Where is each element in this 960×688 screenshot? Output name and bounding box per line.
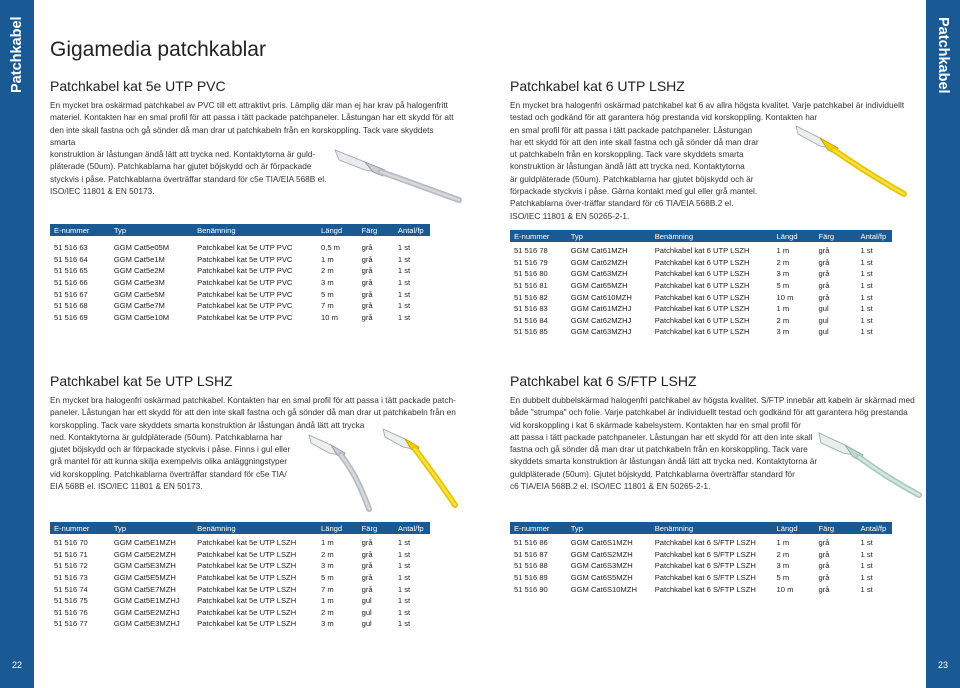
section-heading-5e-pvc: Patchkabel kat 5e UTP PVC bbox=[50, 78, 226, 94]
table-row: 51 516 90 GGM Cat6S10MZH Patchkabel kat 6 S/FTP LSZH 10 m grå 1 st bbox=[514, 584, 873, 594]
table-row: 51 516 85 GGM Cat63MZHJ Patchkabel kat 6 UTP LSZH 3 m gul 1 st bbox=[514, 327, 873, 337]
section-heading-6-sftp-lshz: Patchkabel kat 6 S/FTP LSHZ bbox=[510, 373, 697, 389]
table-row: 51 516 79 GGM Cat62MZH Patchkabel kat 6 UTP LSZH 2 m grå 1 st bbox=[514, 257, 873, 267]
table-row: 51 516 70 GGM Cat5E1MZH Patchkabel kat 5e UTP LSZH 1 m grå 1 st bbox=[54, 538, 411, 548]
sidebar-label-right: Patchkabel bbox=[935, 16, 951, 94]
page-title: Gigamedia patchkablar bbox=[50, 38, 266, 61]
section-desc-6-utp-lshz: En mycket bra halogenfri oskärmad patchkabel kat 6 av allra högsta kvalitet. Varje patchkabel är individuellt testad och godkänd för att garantera hög prestanda vid korskoppling. Kontakten har en smal profil för att passa i tätt packade patchpaneler. Låstungan har ett skydd för att den inte skall fastna och gå sönder då man drar ut patchkabeln från en korskoppling. Tack vare skyddets smarta konstruktion är låstungan ändå lätt att trycka ned. Kontaktytorna är guldpläterade (50um). Patchkablarna har gjutet böjskydd och är förpackade styckvis i påse. Gärna kontakt med gul eller grå mantel. Patchkablarna över-träffar standard för c6 TIA/EIA 568B.2 el. ISO/IEC 11801 & EN 50265-2-1. bbox=[510, 100, 905, 221]
table-row: 51 516 68 GGM Cat5e7M Patchkabel kat 5e UTP PVC 7 m grå 1 st bbox=[54, 301, 411, 311]
table-row: 51 516 87 GGM Cat6S2MZH Patchkabel kat 6 S/FTP LSZH 2 m grå 1 st bbox=[514, 549, 873, 559]
table-row: 51 516 89 GGM Cat6S5MZH Patchkabel kat 6 S/FTP LSZH 5 m grå 1 st bbox=[514, 573, 873, 583]
table-row: 51 516 88 GGM Cat6S3MZH Patchkabel kat 6 S/FTP LSZH 3 m grå 1 st bbox=[514, 561, 873, 571]
table-row: 51 516 73 GGM Cat5E5MZH Patchkabel kat 5e UTP LSZH 5 m grå 1 st bbox=[54, 573, 411, 583]
table-row: 51 516 83 GGM Cat61MZHJ Patchkabel kat 6 UTP LSZH 1 m gul 1 st bbox=[514, 304, 873, 314]
section-desc-5e-pvc: En mycket bra oskärmad patchkabel av PVC till ett attraktivt pris. Lämplig där man ej har krav på halogenfritt materiel. Kontakten har en smal profil för att passa i tätt packade patchpaneler. Låstungan har ett skydd för att den inte skall fastna och gå sönder då man drar ut patchkabeln från en korskoppling. Tack vare skyddets smarta konstruktion är låstungan ändå lätt att trycka ned. Kontaktytorna är guld- pläterade (50um). Patchkablarna har gjutet böjskydd och är förpackade styckvis i påse. Patchkablarna överträffar standard för c5e TIA/EIA 568B el. ISO/IEC 11801 & EN 50173. bbox=[50, 100, 454, 197]
grey-patch-cable-image bbox=[325, 140, 465, 210]
product-table-5e-pvc bbox=[50, 224, 430, 323]
table-row: 51 516 65 GGM Cat5e2M Patchkabel kat 5e UTP PVC 2 m grå 1 st bbox=[54, 266, 411, 276]
page-number-left: 22 bbox=[11, 660, 22, 670]
section-heading-5e-lshz: Patchkabel kat 5e UTP LSHZ bbox=[50, 373, 233, 389]
table-row: 51 516 69 GGM Cat5e10M Patchkabel kat 5e UTP PVC 10 m grå 1 st bbox=[54, 312, 411, 322]
table-row: 51 516 80 GGM Cat63MZH Patchkabel kat 6 UTP LSZH 3 m grå 1 st bbox=[514, 269, 873, 279]
section-heading-6-utp-lshz: Patchkabel kat 6 UTP LSHZ bbox=[510, 78, 685, 94]
table-row: 51 516 81 GGM Cat65MZH Patchkabel kat 6 UTP LSZH 5 m grå 1 st bbox=[514, 281, 873, 291]
table-row: 51 516 71 GGM Cat5E2MZH Patchkabel kat 5e UTP LSZH 2 m grå 1 st bbox=[54, 549, 411, 559]
section-desc-5e-lshz: En mycket bra halogenfri oskärmad patchkabel. Kontakten har en smal profil för att passa i tätt packade patch- paneler. Låstungan har ett skydd för att den inte skall fastna och gå sönder då man drar ut patchkabeln från en korskoppling. Tack vare skyddets smarta konstruktion är låstungan ändå lätt att trycka ned. Kontaktytorna är guldpläterade (50um). Patchkablarna har gjutet böjskydd och är förpackade styckvis i påse. Finns i gul eller grå mantel för att kunna skilja exempelvis olika anläggningstyper vid korskoppling. Patchkablarna överträffar standard för c5e TIA/ EIA 568B el. ISO/IEC 11801 & EN 50173. bbox=[50, 395, 456, 492]
page-number-right: 23 bbox=[937, 660, 948, 670]
light-green-sftp-cable-image bbox=[815, 425, 925, 505]
table-header-row: E-nummer Typ Benämning Längd Färg Antal/fp bbox=[50, 224, 430, 236]
table-header-row: E-nummer Typ Benämning Längd Färg Antal/fp bbox=[50, 522, 430, 534]
product-table-6-utp-lshz bbox=[510, 230, 892, 338]
table-row: 51 516 67 GGM Cat5e5M Patchkabel kat 5e UTP PVC 5 m grå 1 st bbox=[54, 289, 411, 299]
table-row: 51 516 64 GGM Cat5e1M Patchkabel kat 5e UTP PVC 1 m grå 1 st bbox=[54, 254, 411, 264]
table-row: 51 516 86 GGM Cat6S1MZH Patchkabel kat 6 S/FTP LSZH 1 m grå 1 st bbox=[514, 538, 873, 548]
left-sidebar bbox=[0, 0, 34, 688]
table-row: 51 516 74 GGM Cat5E7MZH Patchkabel kat 5e UTP LSZH 7 m grå 1 st bbox=[54, 584, 411, 594]
yellow-patch-cable-image bbox=[790, 120, 910, 200]
table-row: 51 516 76 GGM Cat5E2MZHJ Patchkabel kat 5e UTP LSZH 2 m gul 1 st bbox=[54, 607, 411, 617]
grey-and-yellow-patch-cables-image bbox=[305, 425, 480, 515]
table-row: 51 516 63 GGM Cat5e05M Patchkabel kat 5e UTP PVC 0,5 m grå 1 st bbox=[54, 243, 411, 253]
table-header-row: E-nummer Typ Benämning Längd Färg Antal/fp bbox=[510, 230, 892, 242]
table-row: 51 516 72 GGM Cat5E3MZH Patchkabel kat 5e UTP LSZH 3 m grå 1 st bbox=[54, 561, 411, 571]
table-row: 51 516 78 GGM Cat61MZH Patchkabel kat 6 UTP LSZH 1 m grå 1 st bbox=[514, 246, 873, 256]
table-row: 51 516 75 GGM Cat5E1MZHJ Patchkabel kat 5e UTP LSZH 1 m gul 1 st bbox=[54, 596, 411, 606]
right-sidebar bbox=[926, 0, 960, 688]
table-row: 51 516 77 GGM Cat5E3MZHJ Patchkabel kat 5e UTP LSZH 3 m gul 1 st bbox=[54, 619, 411, 629]
sidebar-label-left: Patchkabel bbox=[9, 16, 25, 94]
table-row: 51 516 82 GGM Cat610MZH Patchkabel kat 6 UTP LSZH 10 m grå 1 st bbox=[514, 292, 873, 302]
table-row: 51 516 66 GGM Cat5e3M Patchkabel kat 5e UTP PVC 3 m grå 1 st bbox=[54, 278, 411, 288]
section-desc-6-sftp-lshz: En dubbelt dubbelskärmad halogenfri patchkabel av högsta kvalitet. S/FTP innebär att kabeln är skärmad med både "strumpa" och folie. Varje patchkabel är individuellt testad och godkänd för att garantera hög prestanda vid korskoppling i kat 6 skärmade kabelsystem. Kontakten har en smal profil för att passa i tätt packade patchpaneler. Låstungan har ett skydd för att den inte skall fastna och gå sönder då man drar ut patchkabeln från en korskoppling. Tack vare skyddets smarta konstruktion är låstungan ändå lätt att trycka ned. Kontaktytorna är guldpläterade (50um). Gjutet böjskydd. Patchkablarna överträffar standard för c6 TIA/EIA 568B.2 el. ISO/IEC 11801 & EN 50265-2-1. bbox=[510, 395, 915, 492]
product-table-5e-lshz bbox=[50, 522, 430, 630]
table-header-row: E-nummer Typ Benämning Längd Färg Antal/fp bbox=[510, 522, 892, 534]
table-row: 51 516 84 GGM Cat62MZHJ Patchkabel kat 6 UTP LSZH 2 m gul 1 st bbox=[514, 315, 873, 325]
product-table-6-sftp-lshz bbox=[510, 522, 892, 595]
